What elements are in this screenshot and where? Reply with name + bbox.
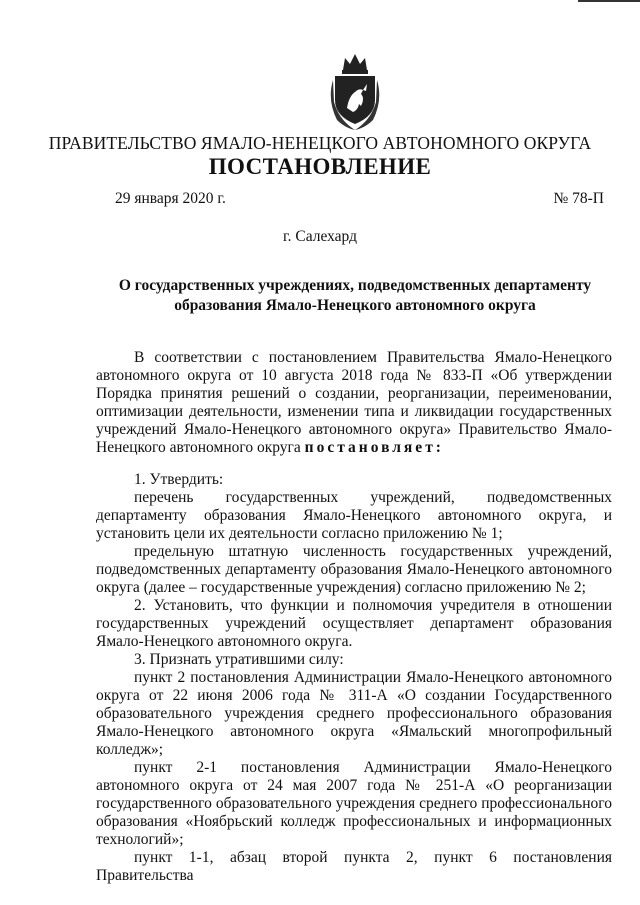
government-name: ПРАВИТЕЛЬСТВО ЯМАЛО-НЕНЕЦКОГО АВТОНОМНОГО ОКРУГА bbox=[48, 133, 592, 153]
scan-edge-line bbox=[578, 0, 640, 2]
list-item: пункт 2 постановления Администрации Ямало-Ненецкого автономного округа от 22 июня 2006 года № 311-А «О создании Государственного образовательного учреждения среднего профессионального образования Ямало-Ненецкого автономного округа «Ямальский многопрофильный колледж»; bbox=[96, 669, 612, 758]
list-item: перечень государственных учреждений, подведомственных департаменту образования Ямало-Ненецкого автономного округа, и установить цели их деятельности согласно приложению № 1; bbox=[96, 489, 612, 542]
list-item: 3. Признать утратившими силу: bbox=[134, 651, 344, 668]
list-item: 1. Утвердить: bbox=[134, 471, 224, 488]
document-body bbox=[96, 349, 612, 885]
document-date: 29 января 2020 г. bbox=[115, 190, 226, 207]
document-type: ПОСТАНОВЛЕНИЕ bbox=[208, 154, 432, 179]
list-item: пункт 2-1 постановления Администрации Ямало-Ненецкого автономного округа от 24 мая 2007 года № 251-А «О реорганизации государственного образовательного учреждения среднего профессионального образования «Ноябрьский колледж профессиональных и информационных технологий»; bbox=[96, 759, 612, 848]
list-item: пункт 1-1, абзац второй пункта 2, пункт 6 постановления Правительства bbox=[96, 849, 612, 884]
document-title: О государственных учреждениях, подведомственных департаменту образования Ямало-Ненецкого автономного округа bbox=[118, 277, 592, 314]
document-number: № 78-П bbox=[553, 190, 604, 207]
preamble-paragraph bbox=[96, 349, 612, 457]
document-city: г. Салехард bbox=[283, 228, 357, 245]
coat-of-arms-icon bbox=[325, 50, 385, 132]
list-item: 2. Установить, что функции и полномочия учредителя в отношении государственных учреждений осуществляет департамент образования Ямало-Ненецкого автономного округа. bbox=[96, 597, 612, 650]
list-item: предельную штатную численность государственных учреждений, подведомственных департаменту образования Ямало-Ненецкого автономного округа (далее – государственные учреждения) согласно приложению № 2; bbox=[96, 543, 612, 596]
resolves-word: постановляет: bbox=[304, 439, 444, 456]
preamble-text: В соответствии с постановлением Правительства Ямало-Ненецкого автономного округа от 10 августа 2018 года № 833-П «Об утверждении Порядка принятия решений о создании, реорганизации, переименовании, оптимизации деятельности, изменении типа и ликвидации государственных учреждений Ямало-Ненецкого автономного округа» Правительство Ямало-Ненецкого автономного округа bbox=[96, 349, 612, 456]
